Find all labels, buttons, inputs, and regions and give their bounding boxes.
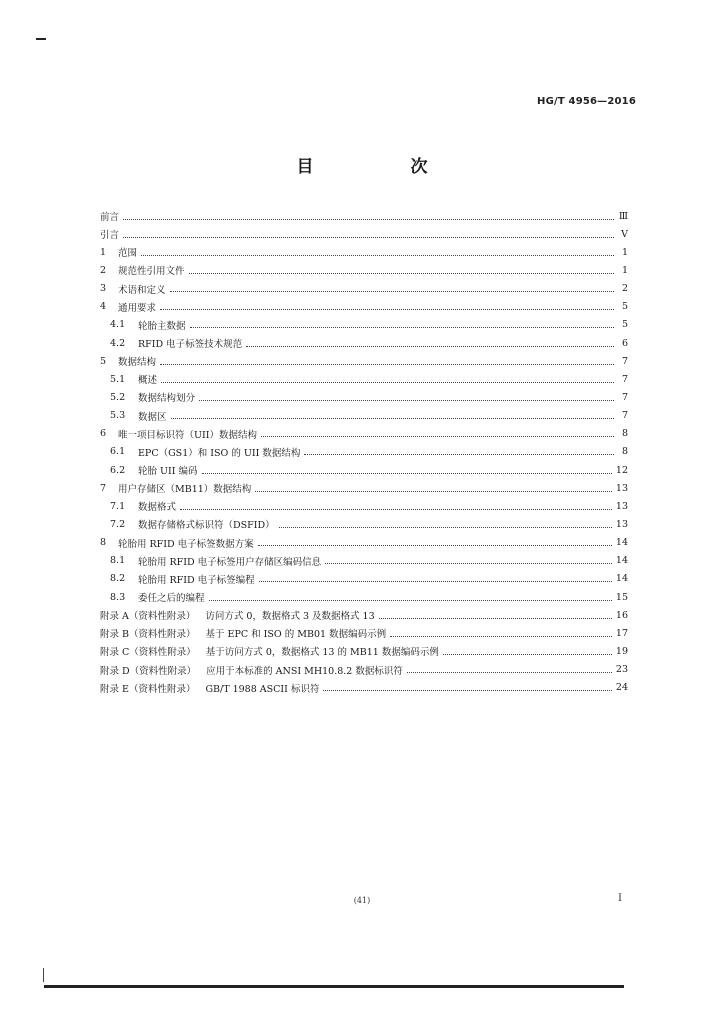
- toc-entry[interactable]: [100, 370, 628, 388]
- page-title: 目 次: [296, 157, 468, 177]
- toc-entry-title: 委任之后的编程: [138, 593, 205, 605]
- scan-edge-tick: [43, 968, 44, 982]
- toc-entry-title: 基于访问方式 0，数据格式 13 的 MB11 数据编码示例: [205, 647, 439, 659]
- toc-entry[interactable]: [100, 225, 628, 243]
- toc-entry-number: 8.2: [110, 573, 126, 585]
- toc-entry-number: 7.2: [110, 518, 126, 530]
- toc-entry-title: GB/T 1988 ASCII 标识符: [205, 683, 320, 695]
- toc-entry[interactable]: [100, 570, 628, 588]
- toc-entry-page: 13: [615, 500, 628, 512]
- toc-entry-page: Ⅲ: [618, 210, 628, 222]
- toc-entry-page: 7: [621, 391, 628, 403]
- toc-entry-page: 5: [621, 319, 628, 331]
- toc-leader-dots: [161, 382, 614, 383]
- toc-entry-title: 数据格式: [138, 502, 177, 514]
- toc-entry[interactable]: [100, 280, 628, 298]
- toc-entry-title: 数据存储格式标识符（DSFID）: [138, 520, 275, 532]
- toc-entry-title: 通用要求: [118, 302, 157, 314]
- toc-entry-number: 4.2: [110, 337, 126, 349]
- toc-entry-number: 5: [100, 355, 107, 367]
- toc-leader-dots: [209, 600, 612, 601]
- toc-entry-page: 6: [621, 337, 628, 349]
- toc-entry[interactable]: [100, 243, 628, 261]
- toc-leader-dots: [141, 255, 614, 256]
- toc-entry-number: 8.1: [110, 555, 126, 567]
- toc-entry-title: 数据区: [138, 411, 167, 423]
- toc-entry-title: 轮胎用 RFID 电子标签用户存储区编码信息: [138, 556, 322, 568]
- toc-entry-title: 用户存储区（MB11）数据结构: [118, 484, 252, 496]
- toc-entry-title: 应用于本标准的 ANSI MH10.8.2 数据标识符: [206, 665, 403, 677]
- toc-leader-dots: [199, 400, 614, 401]
- toc-entry-title: 引言: [100, 230, 120, 242]
- toc-entry-page: 13: [615, 482, 628, 494]
- toc-leader-dots: [304, 454, 614, 455]
- toc-entry-title: 概述: [138, 375, 158, 387]
- toc-entry-number: 6: [100, 428, 107, 440]
- toc-entry[interactable]: [100, 642, 628, 660]
- toc-leader-dots: [160, 309, 614, 310]
- toc-entry[interactable]: [100, 534, 628, 552]
- scan-edge-bar: [44, 985, 624, 988]
- toc-entry-page: 7: [621, 410, 628, 422]
- toc-entry-page: 13: [615, 518, 628, 530]
- toc-leader-dots: [171, 418, 614, 419]
- toc-entry-number: 附录 C（资料性附录）: [100, 647, 196, 659]
- standard-code: HG/T 4956—2016: [537, 96, 636, 107]
- toc-entry-number: 7.1: [110, 500, 126, 512]
- toc-entry[interactable]: [100, 552, 628, 570]
- toc-entry-title: 范围: [118, 248, 138, 260]
- toc-entry-number: 2: [100, 264, 107, 276]
- toc-entry-number: 5.1: [110, 373, 126, 385]
- toc-entry[interactable]: [100, 497, 628, 515]
- toc-entry-title: 轮胎用 RFID 电子标签编程: [138, 574, 255, 586]
- toc-entry-number: 5.3: [110, 410, 126, 422]
- toc-entry-page: 5: [621, 301, 628, 313]
- toc-leader-dots: [443, 654, 612, 655]
- toc-leader-dots: [255, 491, 612, 492]
- toc-entry-title: 术语和定义: [118, 284, 166, 296]
- scan-mark: [36, 38, 46, 40]
- toc-entry-title: 唯一项目标识符（UII）数据结构: [118, 429, 258, 441]
- toc-leader-dots: [379, 618, 612, 619]
- toc-entry-number: 6.2: [110, 464, 126, 476]
- toc-entry[interactable]: [100, 606, 628, 624]
- toc-entry[interactable]: [100, 679, 628, 697]
- toc-entry-title: EPC（GS1）和 ISO 的 UII 数据结构: [138, 447, 301, 459]
- toc-entry[interactable]: [100, 661, 628, 679]
- toc-entry-number: 7: [100, 482, 107, 494]
- toc-leader-dots: [170, 291, 614, 292]
- toc-entry-number: 1: [100, 246, 107, 258]
- toc-entry-page: 23: [615, 664, 628, 676]
- toc-leader-dots: [123, 219, 614, 220]
- toc-entry-number: 8: [100, 537, 107, 549]
- toc-entry[interactable]: [100, 425, 628, 443]
- toc-leader-dots: [246, 346, 614, 347]
- toc-entry[interactable]: [100, 298, 628, 316]
- toc-leader-dots: [202, 473, 612, 474]
- toc-entry[interactable]: [100, 515, 628, 533]
- toc-entry-page: 7: [621, 355, 628, 367]
- toc-entry-title: 轮胎用 RFID 电子标签数据方案: [118, 538, 254, 550]
- toc-entry-number: 附录 B（资料性附录）: [100, 629, 196, 641]
- toc-entry-page: 15: [615, 591, 628, 603]
- toc-entry-page: 1: [621, 246, 628, 258]
- toc-entry-number: 5.2: [110, 391, 126, 403]
- toc-entry[interactable]: [100, 624, 628, 642]
- toc-entry-number: 3: [100, 283, 107, 295]
- toc-entry-page: 7: [621, 373, 628, 385]
- toc-entry-title: 前言: [100, 212, 120, 224]
- toc-entry-title: 数据结构: [118, 357, 157, 369]
- toc-entry-number: 附录 D（资料性附录）: [100, 665, 197, 677]
- toc-entry-page: 16: [615, 609, 628, 621]
- toc-entry-page: 24: [615, 682, 628, 694]
- toc-entry-page: 2: [621, 283, 628, 295]
- toc-entry[interactable]: [100, 316, 628, 334]
- toc-entry-title: RFID 电子标签技术规范: [138, 339, 243, 351]
- toc-leader-dots: [160, 364, 614, 365]
- toc-entry-page: 1: [621, 264, 628, 276]
- toc-leader-dots: [279, 527, 612, 528]
- toc-entry[interactable]: [100, 443, 628, 461]
- toc-entry-page: 14: [615, 573, 628, 585]
- toc-entry-title: 轮胎主数据: [138, 320, 186, 332]
- toc-leader-dots: [323, 690, 611, 691]
- toc-entry-page: 12: [615, 464, 628, 476]
- toc-entry[interactable]: [100, 352, 628, 370]
- toc-leader-dots: [190, 327, 614, 328]
- toc-entry-title: 数据结构划分: [138, 393, 196, 405]
- toc-entry[interactable]: [100, 388, 628, 406]
- toc-entry-page: 8: [621, 428, 628, 440]
- toc-entry-number: 4.1: [110, 319, 126, 331]
- toc-leader-dots: [258, 545, 612, 546]
- toc-entry[interactable]: [100, 334, 628, 352]
- toc-entry-title: 基于 EPC 和 ISO 的 MB01 数据编码示例: [205, 629, 387, 641]
- toc-entry-page: 14: [615, 537, 628, 549]
- toc-entry[interactable]: [100, 261, 628, 279]
- toc-entry-page: 14: [615, 555, 628, 567]
- toc-entry-title: 规范性引用文件: [118, 266, 185, 278]
- toc-leader-dots: [180, 509, 612, 510]
- toc-entry-number: 附录 E（资料性附录）: [100, 683, 196, 695]
- toc-entry[interactable]: [100, 461, 628, 479]
- toc-leader-dots: [189, 273, 614, 274]
- toc-entry-title: 访问方式 0，数据格式 3 及数据格式 13: [205, 611, 375, 623]
- footer-center-mark: (41): [353, 896, 371, 905]
- page-number: I: [618, 893, 622, 904]
- toc-entry[interactable]: [100, 207, 628, 225]
- toc-entry[interactable]: [100, 479, 628, 497]
- toc-entry-page: 17: [615, 627, 628, 639]
- table-of-contents: [100, 207, 628, 697]
- toc-leader-dots: [123, 237, 614, 238]
- toc-entry-page: 19: [615, 645, 628, 657]
- toc-leader-dots: [259, 581, 612, 582]
- toc-entry-page: Ⅴ: [621, 228, 628, 240]
- toc-entry[interactable]: [100, 407, 628, 425]
- toc-entry-page: 8: [621, 446, 628, 458]
- toc-leader-dots: [407, 672, 612, 673]
- toc-entry-number: 6.1: [110, 446, 126, 458]
- toc-entry-number: 4: [100, 301, 107, 313]
- toc-entry-title: 轮胎 UII 编码: [138, 466, 198, 478]
- toc-entry-number: 附录 A（资料性附录）: [100, 611, 196, 623]
- toc-leader-dots: [325, 563, 612, 564]
- toc-leader-dots: [390, 636, 612, 637]
- toc-leader-dots: [261, 436, 614, 437]
- toc-entry[interactable]: [100, 588, 628, 606]
- toc-entry-number: 8.3: [110, 591, 126, 603]
